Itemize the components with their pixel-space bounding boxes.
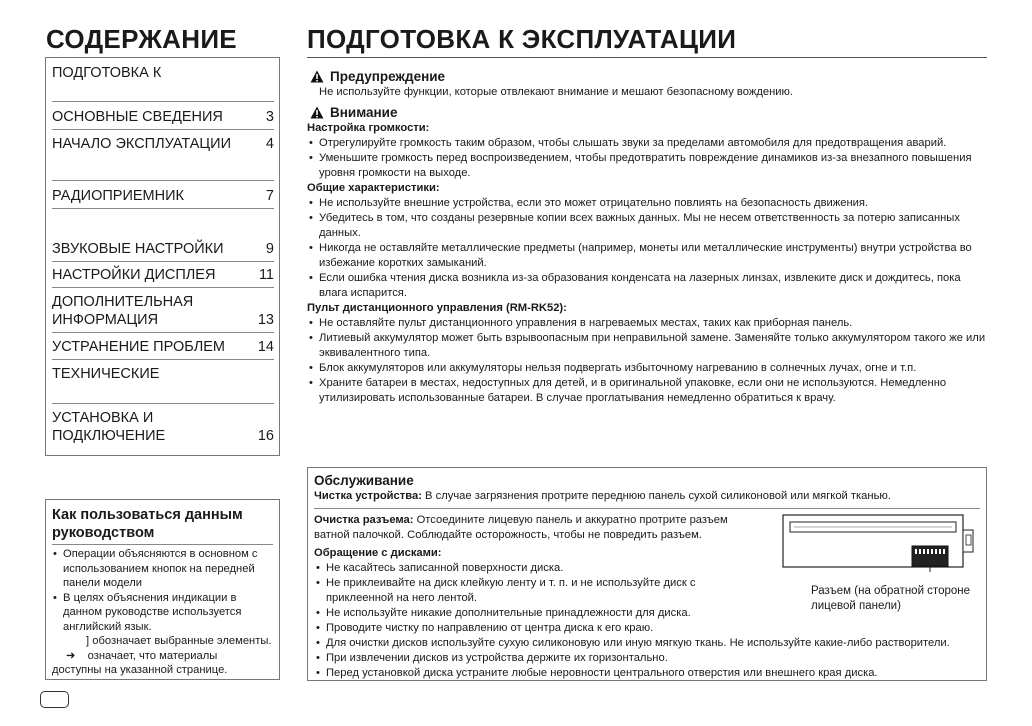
section-heading: Пульт дистанционного управления (RM-RK52): (307, 302, 567, 314)
maintenance-details (314, 513, 764, 636)
faceplate-illustration (782, 514, 982, 572)
toc-divider (52, 287, 274, 288)
toc-item[interactable]: ДОПОЛНИТЕЛЬНАЯ ИНФОРМАЦИЯ 13 (52, 294, 274, 328)
warning-icon (310, 70, 324, 83)
table-of-contents (45, 57, 280, 456)
toc-divider (52, 129, 274, 130)
toc-page-number: 16 (257, 428, 274, 444)
toc-item[interactable]: РАДИОПРИЕМНИК 7 (52, 188, 274, 204)
cleaning-note: Чистка устройства: В случае загрязнения протрите переднюю панель сухой силиконовой или мягкой тканью. (314, 490, 891, 502)
toc-divider (52, 359, 274, 360)
warnings-section (307, 68, 989, 406)
warning-heading: Предупреждение (307, 68, 989, 85)
toc-page-number: 4 (265, 136, 274, 152)
list-item: • Не используйте никакие дополнительные принадлежности для диска. (314, 606, 764, 621)
section-heading: Общие характеристики: (307, 182, 440, 194)
toc-item[interactable]: ЗВУКОВЫЕ НАСТРОЙКИ 9 (52, 241, 274, 257)
toc-divider (52, 180, 274, 181)
list-item: • Блок аккумуляторов или аккумуляторы нельзя подвергать избыточному нагреванию в солнечных лучах, огне и т.п. (307, 361, 989, 376)
list-item: • В целях объяснения индикации в данном руководстве используется английский язык. (52, 591, 273, 635)
toc-divider (52, 332, 274, 333)
list-item: • Храните батареи в местах, недоступных для детей, и в оригинальной упаковке, если они не используются. Немедленно утилизировать использованные батареи. В случае проглатывания немедленно обратиться к врачу. (307, 376, 989, 406)
title-divider (307, 57, 987, 58)
divider (52, 544, 273, 545)
how-to-use-box (45, 499, 280, 680)
divider (314, 508, 980, 509)
toc-divider (52, 261, 274, 262)
bracket-note: ] обозначает выбранные элементы. (86, 635, 272, 647)
list-item: • Литиевый аккумулятор может быть взрывоопасным при неправильной замене. Заменяйте только аккумулятором такого же или эквивалентного типа. (307, 331, 989, 361)
toc-item[interactable]: ПОДГОТОВКА К (52, 65, 162, 81)
toc-item[interactable]: УСТРАНЕНИЕ ПРОБЛЕМ 14 (52, 339, 274, 355)
list-item: • Не оставляйте пульт дистанционного управления в нагреваемых местах, таких как приборная панель. (307, 316, 989, 331)
toc-item[interactable]: ОСНОВНЫЕ СВЕДЕНИЯ 3 (52, 109, 274, 125)
page-number-box (40, 691, 69, 708)
list-item: • Не приклеивайте на диск клейкую ленту и т. п. и не используйте диск с приклеенной на него лентой. (314, 576, 764, 606)
list-item: • Уменьшите громкость перед воспроизведением, чтобы предотвратить повреждение динамиков из-за внезапного повышения уровня громкости на выходе. (307, 151, 989, 181)
list-item: • Отрегулируйте громкость таким образом, чтобы слышать звуки за пределами автомобиля для предотвращения аварий. (307, 136, 989, 151)
maintenance-title: Обслуживание (314, 473, 414, 488)
toc-page-number: 7 (265, 188, 274, 204)
arrow-note: ➜ означает, что материалы (66, 649, 218, 662)
list-item: • Убедитесь в том, что созданы резервные копии всех важных данных. Мы не несем ответственность за потерю записанных данных. (307, 211, 989, 241)
connector-caption: Разъем (на обратной стороне лицевой панели) (811, 585, 971, 612)
toc-divider (52, 208, 274, 209)
list-item: • Не касайтесь записанной поверхности диска. (314, 561, 764, 576)
toc-page-number: 9 (265, 241, 274, 257)
connector-note: Очистка разъема: Отсоедините лицевую панель и аккуратно протрите разъем ватной палочкой. Соблюдайте осторожность, чтобы не повредить разъем. (314, 514, 728, 541)
toc-divider (52, 403, 274, 404)
toc-page-number: 14 (257, 339, 274, 355)
maintenance-box (307, 467, 987, 681)
list-item: • Не используйте внешние устройства, если это может отрицательно повлиять на безопасность движения. (307, 196, 989, 211)
list-item: • Если ошибка чтения диска возникла из-за образования конденсата на лазерных линзах, извлеките диск и дождитесь, пока влага испарится. (307, 271, 989, 301)
list-item: • Для очистки дисков используйте сухую силиконовую или иную мягкую ткань. Не используйте какие-либо растворители. (314, 636, 980, 651)
toc-item[interactable]: НАСТРОЙКИ ДИСПЛЕЯ 11 (52, 267, 274, 283)
toc-item[interactable]: ТЕХНИЧЕСКИЕ (52, 366, 160, 382)
arrow-note-continued: доступны на указанной странице. (52, 664, 228, 676)
warning-text: Не используйте функции, которые отвлекают внимание и мешают безопасному вождению. (319, 86, 794, 98)
toc-page-number: 3 (265, 109, 274, 125)
list-item: • Операции объясняются в основном с использованием кнопок на передней панели модели (52, 547, 273, 591)
arrow-icon: ➜ (66, 649, 76, 662)
toc-item[interactable]: УСТАНОВКА И ПОДКЛЮЧЕНИЕ 16 (52, 410, 274, 444)
toc-page-number: 11 (258, 267, 274, 283)
list-item: • Перед установкой диска устраните любые неровности центрального отверстия или внешнего края диска. (314, 666, 980, 681)
list-item: • Никогда не оставляйте металлические предметы (например, монеты или металлические инструменты) внутри устройства во избежание коротких замыканий. (307, 241, 989, 271)
toc-item[interactable]: НАЧАЛО ЭКСПЛУАТАЦИИ 4 (52, 136, 274, 152)
discs-heading: Обращение с дисками: (314, 547, 442, 559)
section-heading: Настройка громкости: (307, 122, 430, 134)
caution-icon (310, 106, 324, 119)
list-item: • При извлечении дисков из устройства держите их горизонтально. (314, 651, 980, 666)
toc-divider (52, 101, 274, 102)
caution-heading: Внимание (307, 104, 989, 121)
list-item: • Проводите чистку по направлению от центра диска к его краю. (314, 621, 764, 636)
toc-title: СОДЕРЖАНИЕ (46, 24, 237, 54)
how-to-use-title: Как пользоваться данным руководством (52, 507, 243, 541)
toc-page-number: 13 (257, 312, 274, 328)
page-title: ПОДГОТОВКА К ЭКСПЛУАТАЦИИ (307, 24, 737, 54)
